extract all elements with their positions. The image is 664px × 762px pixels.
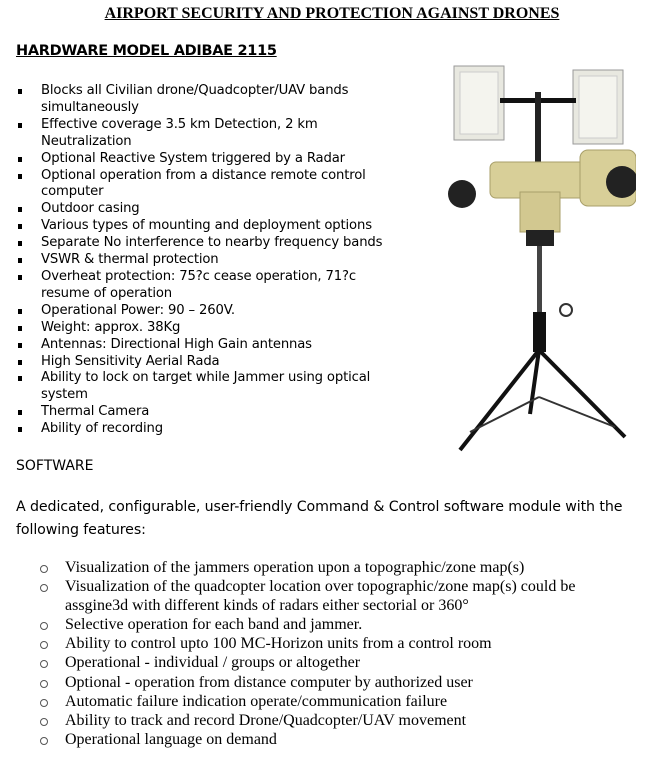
list-item: Optional operation from a distance remote control computer: [0, 168, 396, 202]
tripod-leg: [539, 350, 625, 437]
software-intro: A dedicated, configurable, user-friendly Command & Control software module with the following features:: [16, 499, 623, 538]
list-item: VSWR & thermal protection: [0, 252, 420, 269]
hardware-heading: HARDWARE MODEL ADIBAE 2115: [16, 43, 277, 59]
list-item: Automatic failure indication operate/communication failure: [0, 692, 620, 711]
list-item: Selective operation for each band and jammer.: [0, 615, 620, 634]
list-item: Blocks all Civilian drone/Quadcopter/UAV bands simultaneously: [0, 83, 371, 117]
list-item: High Sensitivity Aerial Rada: [0, 354, 420, 371]
list-item: Effective coverage 3.5 km Detection, 2 km Neutralization: [0, 117, 361, 151]
list-item: Ability to track and record Drone/Quadcopter/UAV movement: [0, 711, 620, 730]
list-item: Visualization of the jammers operation upon a topographic/zone map(s): [0, 558, 620, 577]
tripod-leg: [460, 350, 539, 450]
list-item: Overheat protection: 75?c cease operation, 71?c resume of operation: [0, 269, 386, 303]
list-item: Optional Reactive System triggered by a Radar: [0, 151, 420, 168]
list-item: Thermal Camera: [0, 404, 420, 421]
antenna-panel-right: [573, 70, 623, 144]
list-item: Operational language on demand: [0, 730, 620, 749]
list-item: Various types of mounting and deployment options: [0, 218, 420, 235]
list-item: Separate No interference to nearby frequency bands: [0, 235, 420, 252]
software-heading: SOFTWARE: [16, 458, 94, 474]
list-item: Visualization of the quadcopter location over topographic/zone map(s) could be assgine3d with different kinds of radars either sectorial or 360°: [0, 577, 605, 615]
hardware-feature-list: [0, 83, 420, 438]
list-item: Outdoor casing: [0, 201, 420, 218]
list-item: Ability to control upto 100 MC-Horizon units from a control room: [0, 634, 620, 653]
document-title: AIRPORT SECURITY AND PROTECTION AGAINST DRONES: [104, 5, 560, 22]
list-item: Operational - individual / groups or altogether: [0, 653, 620, 672]
optical-sensor: [448, 180, 476, 208]
antenna-panel-left: [454, 66, 504, 140]
jammer-device-photo: [440, 62, 636, 454]
list-item: Optional - operation from distance computer by authorized user: [0, 673, 620, 692]
list-item: Ability of recording: [0, 421, 420, 438]
list-item: Operational Power: 90 – 260V.: [0, 303, 420, 320]
list-item: Antennas: Directional High Gain antennas: [0, 337, 420, 354]
list-item: Weight: approx. 38Kg: [0, 320, 420, 337]
list-item: Ability to lock on target while Jammer using optical system: [0, 370, 401, 404]
software-feature-list: [0, 558, 620, 749]
